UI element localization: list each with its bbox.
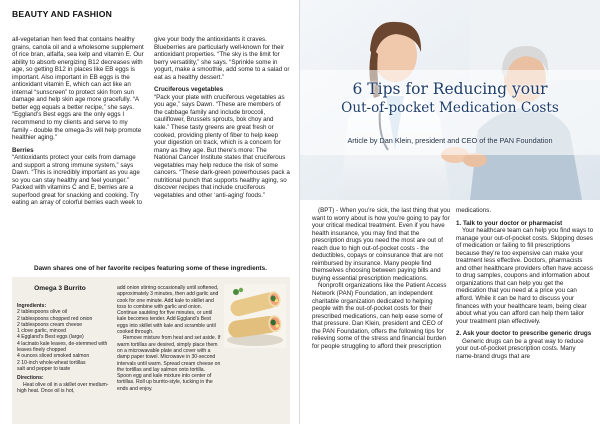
- paragraph: “Antioxidants protect your cells from damage and support a strong immune system,” says Dawn. “This is incredibly important as you age so you can stay healthy and feel younger.” Packed with vitamins C and E, berries are a superfood great for snacking and cooking. Try eating an array of colorful berries each week to: [12, 154, 142, 207]
- right-page: [300, 0, 600, 424]
- ingredient-item: 4 ounces sliced smoked salmon: [17, 353, 90, 360]
- ingredients-label: Ingredients:: [17, 303, 47, 309]
- ingredient-item: 2 tablespoons chopped red onion: [17, 315, 93, 322]
- subheading-cruciferous: Cruciferous vegetables: [154, 86, 224, 94]
- recipe-title: Omega 3 Burrito: [34, 285, 86, 292]
- ingredient-item: 2 tablespoons olive oil: [17, 309, 68, 316]
- ingredient-item: 2 10-inch whole-wheat tortillas: [17, 359, 86, 366]
- subheading-tip-1: 1. Talk to your doctor or pharmacist: [456, 219, 563, 227]
- article-byline: Article by Dan Klein, president and CEO of the PAN Foundation: [347, 136, 553, 145]
- paragraph: Generic drugs can be a great way to reduce your out-of-pocket prescription costs. Many name-brand drugs that are: [456, 337, 584, 360]
- article-column-1: [12, 36, 145, 207]
- paragraph: (BPT) - When you’re sick, the last thing that you want to worry about is how you’re going to pay for your critical medical treatment. Even if you have health insurance, you may find that the prescription drugs you need the most are out of reach due to high out-of-pocket costs - the deductibles, copays or coinsurance that are not reimbursed by insurance. Many people find themselves choosing between paying bills and buying essential prescription medications.: [312, 207, 451, 282]
- ingredient-item: salt and pepper to taste: [17, 365, 71, 372]
- recipe-ingredients-column: [17, 300, 112, 394]
- ingredient-item: 4 lacinato kale leaves, de-stemmed with leaves finely chopped: [17, 340, 108, 354]
- section-title: BEAUTY AND FASHION: [12, 9, 113, 19]
- directions-text: add onion stirring occasionally until softened, approximately 3 minutes, then add garlic and cook for one minute. Add kale to skillet and toss to combine with garlic and onion. Continue sautéing for five minutes, or until kale becomes tender. Add Eggland’s Best eggs into skillet with kale and scramble until cooked through.: [117, 285, 219, 336]
- article-headline-line-2: Out-of-pocket Medication Costs: [341, 100, 559, 116]
- paragraph: give your body the antioxidants it craves. Blueberries are particularly well-known for their antioxidant properties. “The sky is the limit for berry versatility,” she says. “Sprinkle some in yogurt, make a smoothie, add some to a salad or eat as a healthy dessert.”: [154, 36, 290, 81]
- directions-text: Heat olive oil in a skillet over medium-high heat. Once oil is hot,: [17, 381, 109, 394]
- ingredient-item: 2 tablespoons cream cheese: [17, 321, 83, 328]
- paragraph: medications.: [456, 207, 492, 214]
- subheading-berries: Berries: [12, 146, 34, 154]
- directions-label: Directions:: [17, 375, 44, 382]
- subheading-tip-2: 2. Ask your doctor to prescribe generic drugs: [456, 330, 592, 338]
- ingredient-item: 4 Eggland’s Best eggs (large): [17, 334, 84, 341]
- paragraph: all-vegetarian hen feed that contains healthy grains, canola oil and a wholesome supplement of rice bran, alfalfa, sea kelp and vitamin E. Our ability to absorb energizing B12 decreases with age, so getting B12 in places like EB eggs is important. Also important in EB eggs is the antioxidant vitamin E, which can act like an internal “sunscreen” to protect skin from sun damage and help skin age more gracefully. “A better egg equals a better recipe,” she says. “Eggland’s Best eggs are the only eggs I recommend to my clients and serve to my family - double the omega-3s will help promote healthier aging.”: [12, 36, 144, 142]
- paragraph: Nonprofit organizations like the Patient Access Network (PAN) Foundation, an independent charitable organization dedicated to helping people with the out-of-pocket costs for their prescribed medications, can help ease some of that pressure. Dan Klein, president and CEO of the PAN Foundation, offers the following tips for relieving some of the stress and financial burden for people struggling to afford their prescription: [312, 282, 447, 350]
- recipe-caption: Dawn shares one of her favorite recipes featuring some of these ingredients.: [34, 265, 267, 272]
- article-column-2: [154, 36, 290, 199]
- burrito-photo: [224, 284, 286, 348]
- paragraph: Your healthcare team can help you find ways to manage your out-of-pocket costs. Skipping doses of medication or failing to fill prescriptions because they’re too expensive can make your treatment less effective. Doctors, pharmacists and other healthcare providers often have access to drug samples, coupons and information about organizations that can help you get the medication that you need at a price you can afford. While it can be hard to discuss your finances with your healthcare team, being clear about what you can afford can help them tailor your treatment plan effectively.: [456, 227, 594, 325]
- article-headline-line-1: 6 Tips for Reducing your: [352, 80, 548, 98]
- directions-text: Remove mixture from heat and set aside. If warm tortillas are desired, simply place them on a microwavable plate and cover with a damp paper towel. Microwave in 30-second intervals until warm. Spread cream cheese on the tortillas and lay salmon onto tortilla. Spoon egg and kale mixture into center of tortillas. Roll up burrito-style, tucking in the ends and enjoy.: [117, 335, 221, 392]
- article-column-3: [312, 207, 452, 350]
- paragraph: “Pack your plate with cruciferous vegetables as you age,” says Dawn. “These are members of the cabbage family and include broccoli, cauliflower, Brussels sprouts, bok choy and kale.” These tasty greens are great fresh or cooked, providing plenty of fiber to help keep your digestion on track, which is a concern for many as they age. But there’s more: The National Cancer Institute states that cruciferous vegetables may help reduce the risk of some cancers. “These dark-green powerhouses pack a nutritional punch that supports healthy aging, so discover recipes that include cruciferous vegetables and other ‘anti-aging’ foods.”: [154, 93, 290, 199]
- article-column-4: [456, 207, 594, 360]
- recipe-directions-column: [117, 285, 221, 392]
- ingredient-item: 1 clove garlic, minced: [17, 328, 66, 335]
